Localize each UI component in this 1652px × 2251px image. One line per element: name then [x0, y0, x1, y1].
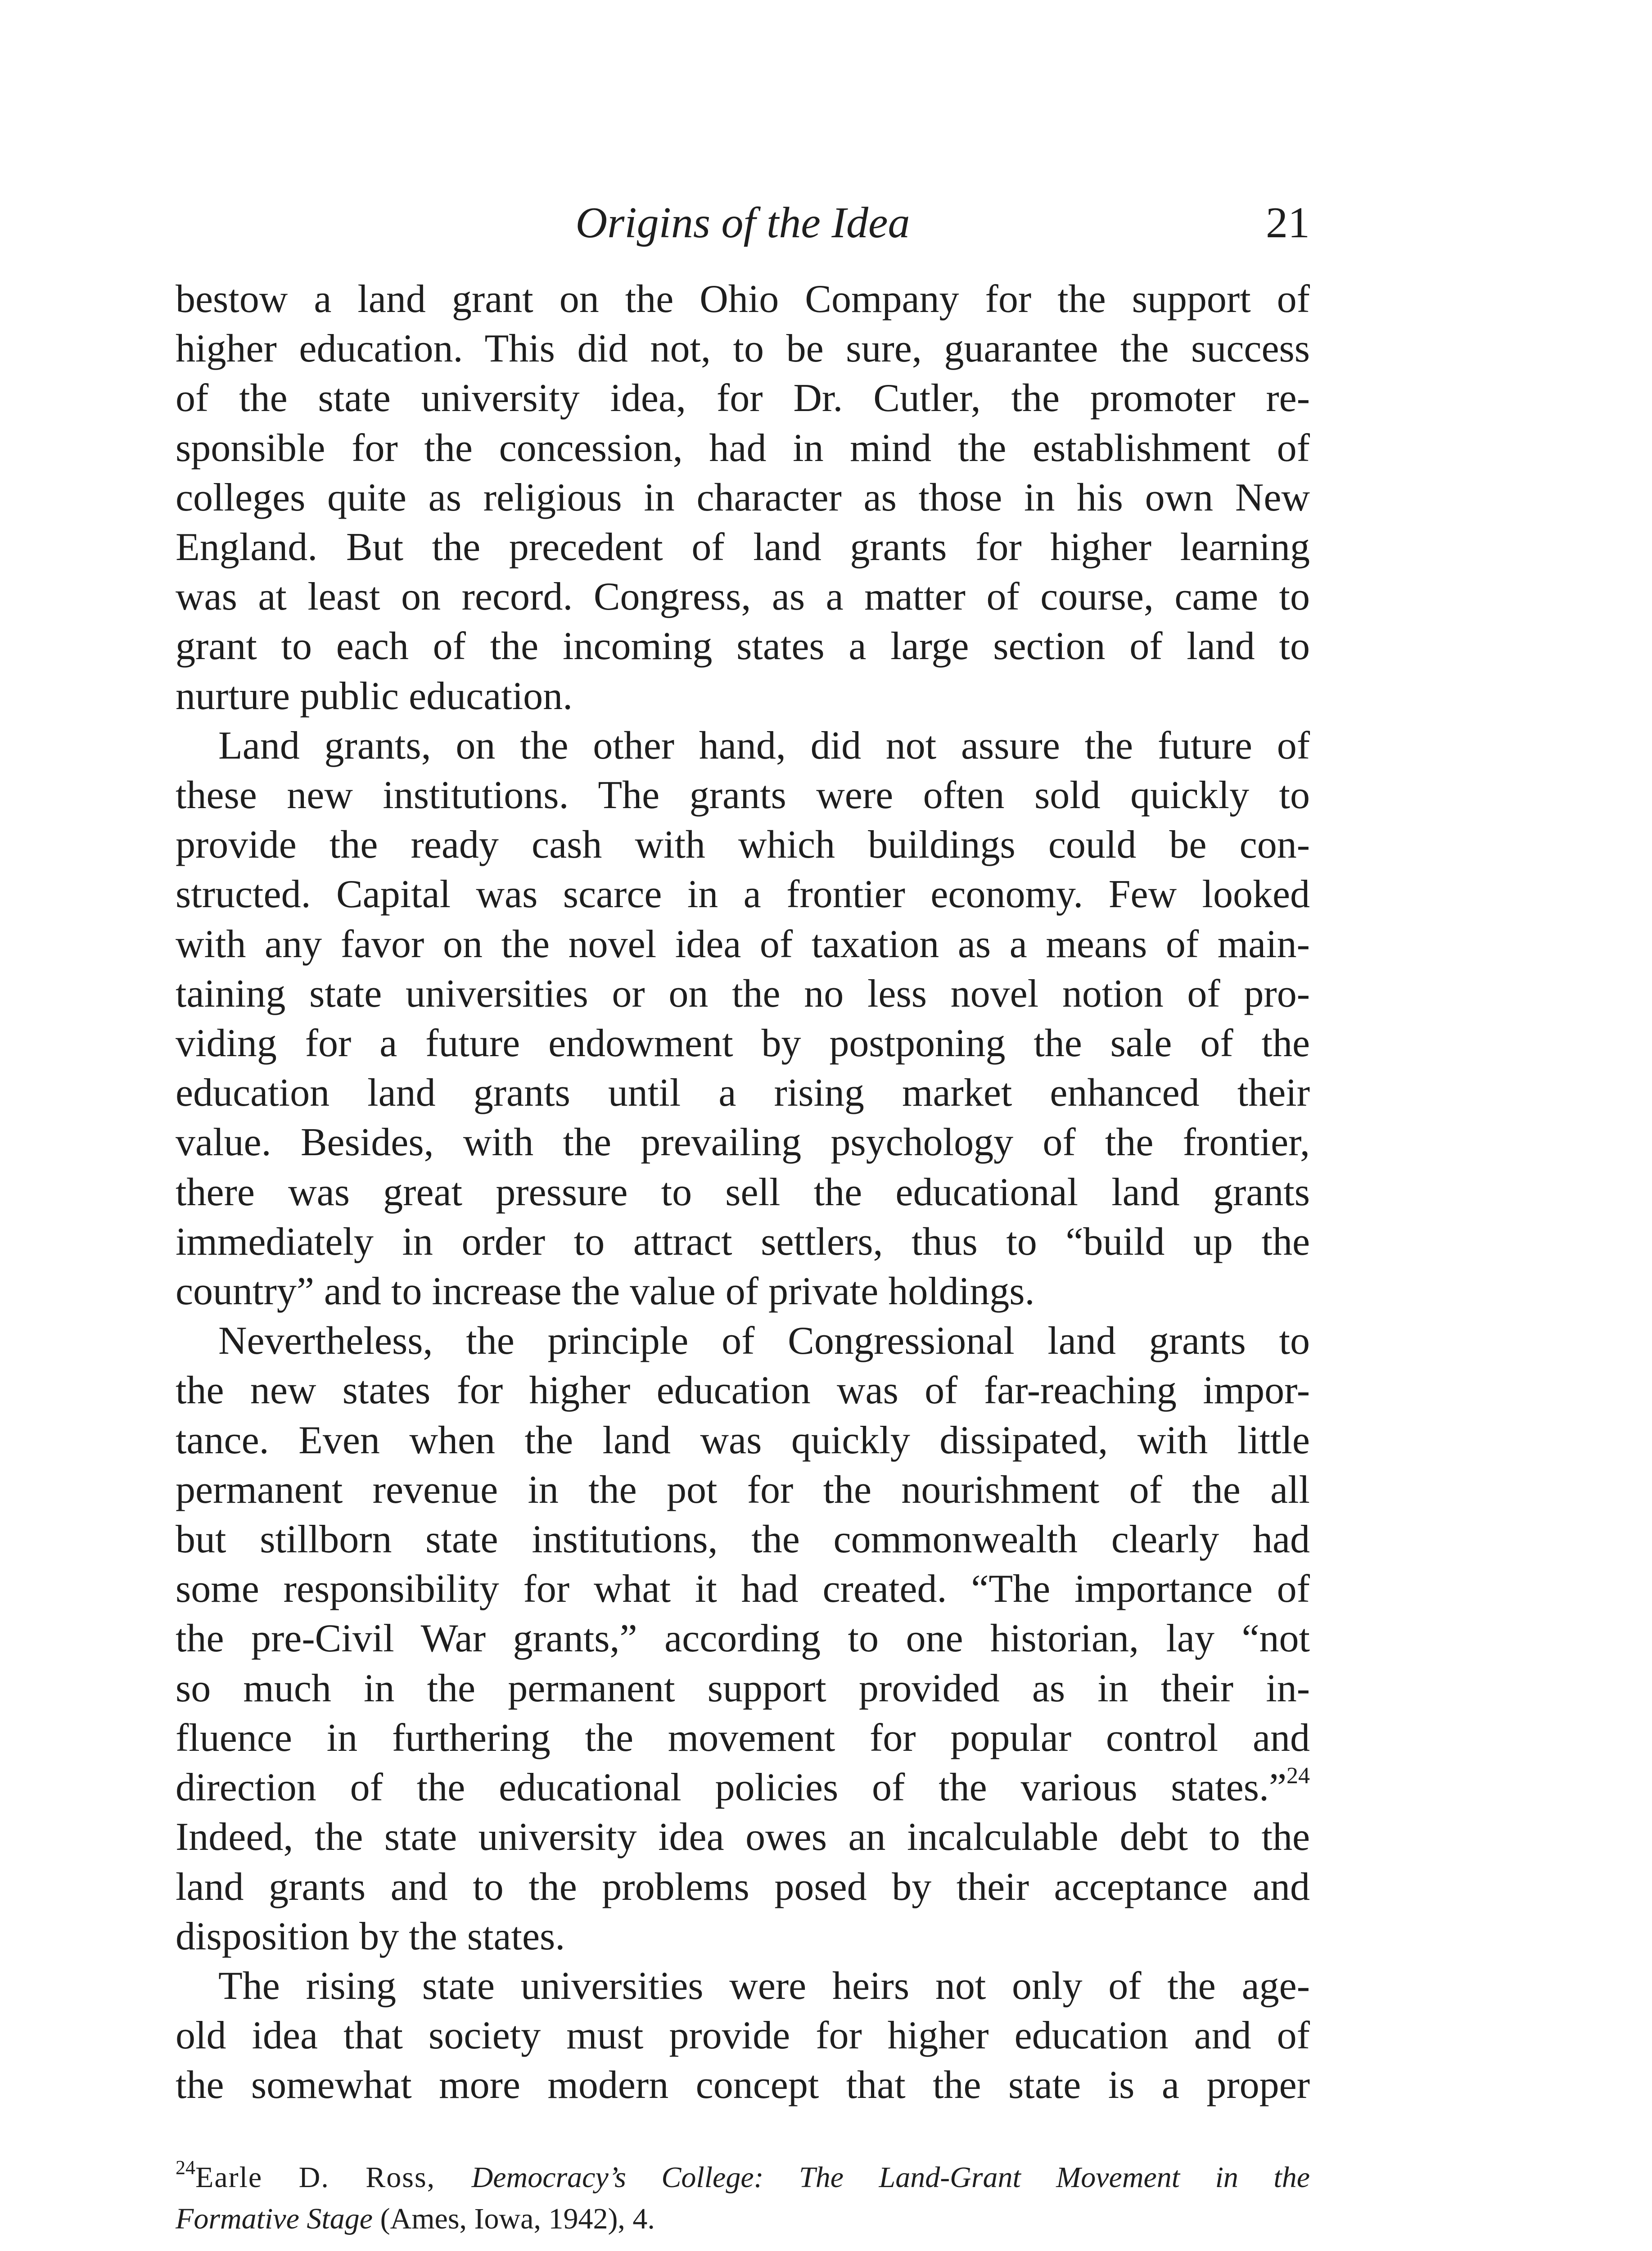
- paragraph-3: [176, 1316, 1310, 1962]
- text-line: there was great pressure to sell the educational land grants: [176, 1170, 1310, 1214]
- text-line-with-footnote: [176, 1763, 1310, 1813]
- text-line: provide the ready cash with which buildings could be con-: [176, 823, 1310, 867]
- text-line: the somewhat more modern concept that the state is a proper: [176, 2063, 1310, 2107]
- text-line: permanent revenue in the pot for the nourishment of the all: [176, 1468, 1310, 1512]
- text-line: sponsible for the concession, had in mind the establishment of: [176, 426, 1310, 470]
- footnote-title: Democracy’s College: The Land-Grant Movement in the: [471, 2161, 1310, 2194]
- body-text: [176, 275, 1310, 2111]
- footnote-title-continued: Formative Stage: [176, 2202, 373, 2235]
- footnote-citation: (Ames, Iowa, 1942), 4.: [373, 2202, 655, 2235]
- running-head: Origins of the Idea: [575, 199, 910, 247]
- text-line: land grants and to the problems posed by their acceptance and: [176, 1865, 1310, 1909]
- text-line: of the state university idea, for Dr. Cutler, the promoter re-: [176, 376, 1310, 420]
- text-line: grant to each of the incoming states a large section of land to: [176, 624, 1310, 669]
- text-line: viding for a future endowment by postponing the sale of the: [176, 1022, 1310, 1066]
- footnote-mark: 24: [176, 2156, 195, 2179]
- text-line: the pre-Civil War grants,” according to one historian, lay “not: [176, 1617, 1310, 1661]
- text-line: taining state universities or on the no less novel notion of pro-: [176, 972, 1310, 1016]
- text-line: country” and to increase the value of private holdings.: [176, 1270, 1035, 1314]
- text-line: disposition by the states.: [176, 1914, 565, 1958]
- text-line: direction of the educational policies of the various states.”: [176, 1766, 1286, 1810]
- page-number: 21: [1266, 199, 1310, 247]
- text-line: old idea that society must provide for higher education and of: [176, 2014, 1310, 2058]
- footnote-author: Earle D. Ross,: [195, 2161, 472, 2194]
- text-line: Land grants, on the other hand, did not assure the future of: [218, 723, 1310, 768]
- text-line: was at least on record. Congress, as a matter of course, came to: [176, 575, 1310, 619]
- page-header: [176, 191, 1310, 254]
- text-line: Indeed, the state university idea owes an incalculable debt to the: [176, 1815, 1310, 1859]
- text-line: structed. Capital was scarce in a frontier economy. Few looked: [176, 872, 1310, 917]
- text-line: The rising state universities were heirs not only of the age-: [218, 1964, 1310, 2008]
- text-line: but stillborn state institutions, the commonwealth clearly had: [176, 1518, 1310, 1562]
- text-line: with any favor on the novel idea of taxation as a means of main-: [176, 922, 1310, 966]
- text-line: these new institutions. The grants were often sold quickly to: [176, 773, 1310, 818]
- text-line: nurture public education.: [176, 674, 573, 718]
- paragraph-2: [176, 721, 1310, 1316]
- text-line: colleges quite as religious in character as those in his own New: [176, 475, 1310, 520]
- text-line: immediately in order to attract settlers, thus to “build up the: [176, 1220, 1310, 1264]
- text-line: England. But the precedent of land grants for higher learning: [176, 525, 1310, 570]
- text-line: the new states for higher education was of far-reaching impor-: [176, 1369, 1310, 1413]
- text-line: some responsibility for what it had created. “The importance of: [176, 1567, 1310, 1611]
- footnote-line: [176, 2198, 1310, 2240]
- text-line: so much in the permanent support provided as in their in-: [176, 1666, 1310, 1710]
- text-line: Nevertheless, the principle of Congressional land grants to: [218, 1319, 1310, 1363]
- text-line: tance. Even when the land was quickly dissipated, with little: [176, 1418, 1310, 1462]
- text-line: education land grants until a rising market enhanced their: [176, 1071, 1310, 1115]
- text-line: bestow a land grant on the Ohio Company for the support of: [176, 277, 1310, 321]
- footnote: [176, 2150, 1310, 2240]
- paragraph-1: [176, 275, 1310, 721]
- text-line: fluence in furthering the movement for popular control and: [176, 1716, 1310, 1760]
- text-line: higher education. This did not, to be sure, guarantee the success: [176, 327, 1310, 371]
- footnote-reference: 24: [1286, 1763, 1310, 1789]
- text-line: value. Besides, with the prevailing psychology of the frontier,: [176, 1121, 1310, 1165]
- footnote-line: [176, 2150, 1310, 2198]
- paragraph-4: [176, 1962, 1310, 2111]
